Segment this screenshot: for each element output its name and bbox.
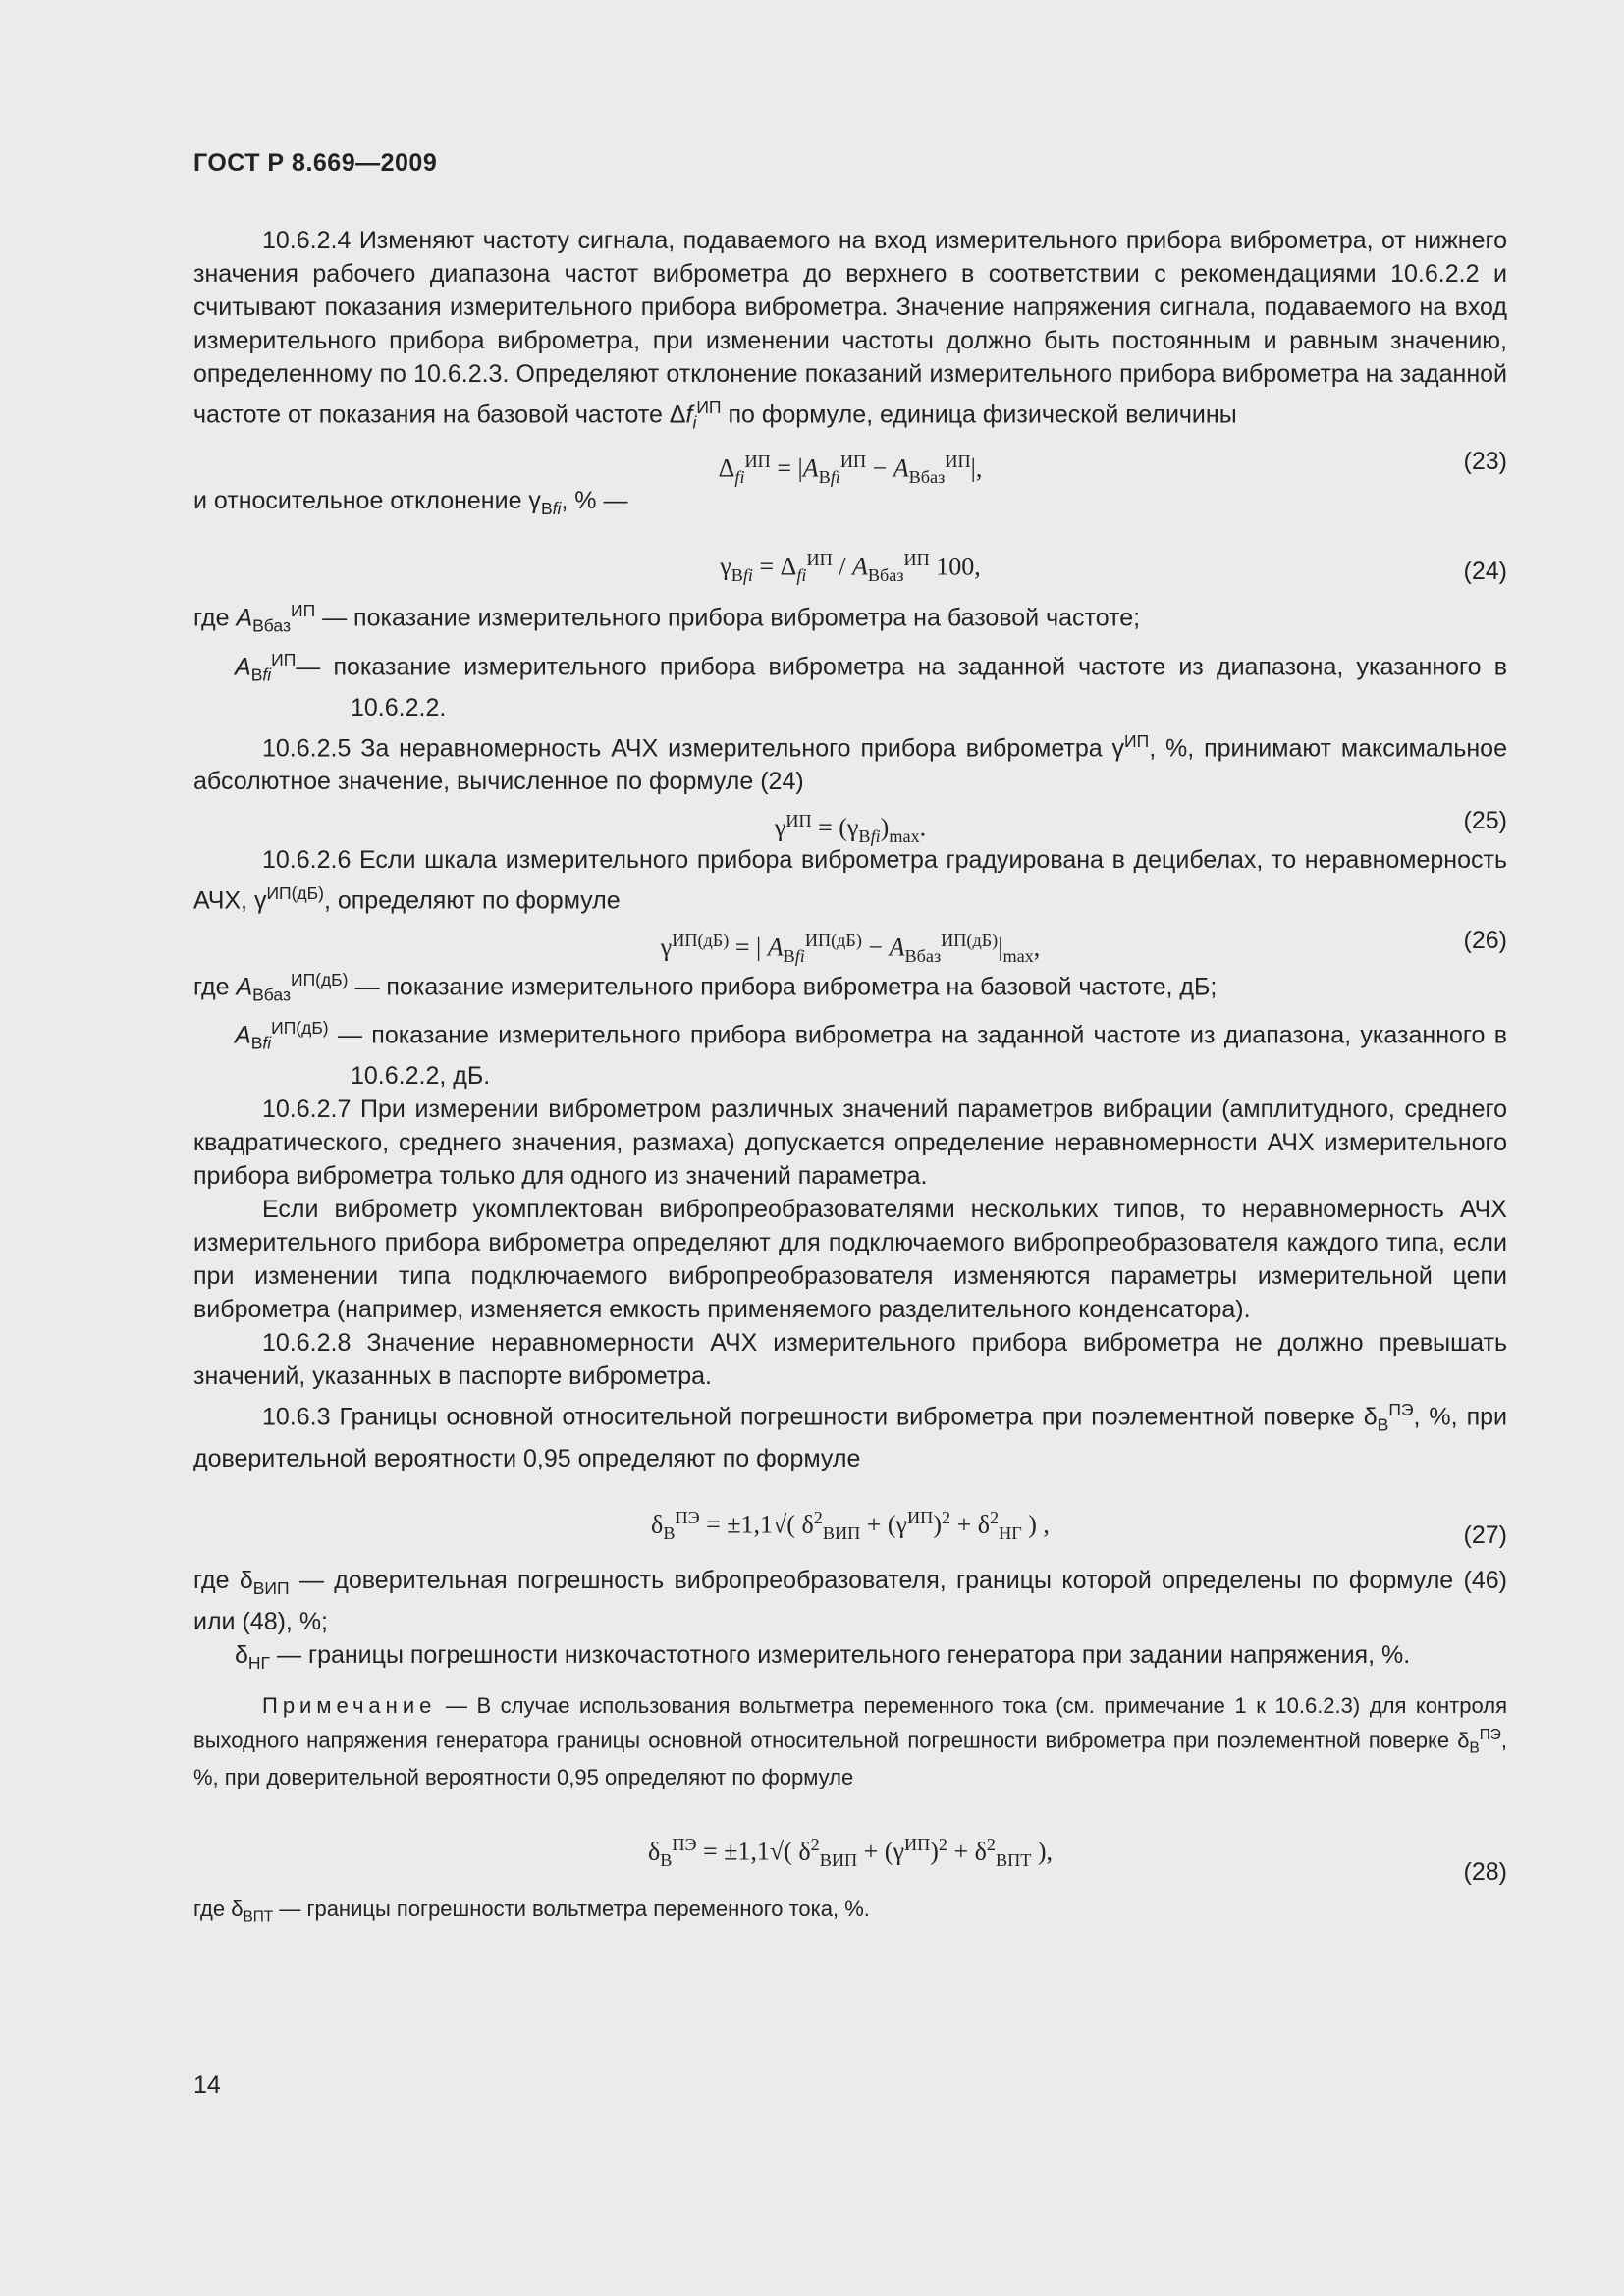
paragraph-relative-deviation: и относительное отклонение $\gamma_{Вfi}$, % — [193,487,628,519]
formula-number-25: (25) [1463,807,1507,835]
formula-number-27: (27) [1463,1521,1507,1549]
formula-28: $\delta_В^{ПЭ} = \pm 1,1√$( $\delta^2_{ВИП} + (\gamma^{ИП})^2 + \delta^2_{ВПТ}$ ), (28) [193,1810,1507,1879]
formula-number-24: (24) [1463,558,1507,586]
note: Примечание — В случае использования вольтметра переменного тока (см. примечание 1 к 10.6.2.3) для контроля выходного напряжения генератора границы основной относительной погрешности виброметра при поэлементной поверке $\delta_В^{ПЭ}$, %, при доверительной вероятности 0,95 определяют по формуле [193,1692,1507,1790]
document-header: ГОСТ Р 8.669—2009 [193,149,438,177]
paragraph-10-6-3: 10.6.3 Границы основной относительной погрешности виброметра при поэлементной поверке $\delta_В^{ПЭ}$, %, при доверительной вероятности 0,95 определяют по формуле [193,1400,1507,1472]
formula-number-23: (23) [1463,448,1507,476]
where-abfi-db: $A_{Вfi}^{ИП(дБ)}$ — показание измерительного прибора виброметра на заданной частоте из диапазона, указанного в 10.6.2.2, дБ. [235,1017,1507,1091]
formula-number-28: (28) [1463,1858,1507,1887]
where-delta-vpt: где $\delta_{ВПТ}$ — границы погрешности вольтметра переменного тока, %. [193,1896,870,1926]
where-abfi: $A_{Вfi}^{ИП}—$ показание измерительного прибора виброметра на заданной частоте из диапазона, указанного в 10.6.2.2. [235,649,1507,721]
where-delta-vip: где $\delta_{ВИП}$ — доверительная погрешность вибропреобразователя, границы которой определены по формуле (46) или (48), %; [193,1566,1507,1635]
paragraph-10-6-2-5: 10.6.2.5 За неравномерность АЧХ измерительного прибора виброметра $\gamma^{ИП}$, %, принимают максимальное абсолютное значение, вычисленное по формуле (24) [193,730,1507,796]
where-abaz: где $A_{Вбаз}^{ИП}$ — показание измерительного прибора виброметра на базовой частоте; [193,601,1141,636]
where-delta-ng: $\delta_{НГ}$ — границы погрешности низкочастотного измерительного генератора при задании напряжения, %. [235,1640,1411,1673]
formula-27: $\delta_В^{ПЭ} = \pm 1,1√$( $\delta^2_{ВИП} + (\gamma^{ИП})^2 + \delta^2_{НГ}$ ) , (27) [193,1483,1507,1552]
formula-26: $\gamma^{ИП(дБ)}$ = | $A_{Вfi}^{ИП(дБ)} - A_{Вбаз}^{ИП(дБ)}|_{max}$, (26) [193,918,1507,963]
formula-25: $\gamma^{ИП} = (\gamma_{Вfi})_{max}$. (25) [193,798,1507,843]
paragraph-10-6-2-8: 10.6.2.8 Значение неравномерности АЧХ измерительного прибора виброметра не должно превышать значений, указанных в паспорте виброметра. [193,1329,1507,1391]
paragraph-10-6-2-4: 10.6.2.4 Изменяют частоту сигнала, подаваемого на вход измерительного прибора виброметра, от нижнего значения рабочего диапазона частот виброметра до верхнего в соответствии с рекомендациями 10.6.2.2 и считывают показания измерительного прибора виброметра. Значение напряжения сигнала, подаваемого на вход измерительного прибора виброметра, при изменении частоты должно быть постоянным и равным значению, определенному по 10.6.2.3. Определяют отклонение показаний измерительного прибора виброметра на заданной частоте от показания на базовой частоте $\Delta f_i^{ИП}$ по формуле, единица физической величины [193,227,1507,433]
paragraph-10-6-2-6: 10.6.2.6 Если шкала измерительного прибора виброметра градуирована в децибелах, то неравномерность АЧХ, $\gamma^{ИП(дБ)}$, определяют по формуле [193,846,1507,915]
document-body [193,224,1507,1933]
page-number: 14 [193,2071,221,2099]
formula-number-26: (26) [1463,926,1507,954]
formula-23: $\Delta_{fi}^{ИП} = |A_{Вfi}^{ИП} - A_{Вбаз}^{ИП}|$, (23) [193,439,1507,484]
paragraph-10-6-2-7: 10.6.2.7 При измерении виброметром различных значений параметров вибрации (амплитудного, среднего квадратического, среднего значения, размаха) допускается определение неравномерности АЧХ измерительного прибора виброметра только для одного из значений параметра. [193,1095,1507,1191]
paragraph-multi-sensor: Если виброметр укомплектован вибропреобразователями нескольких типов, то неравномерность АЧХ измерительного прибора виброметра определяют для подключаемого вибропреобразователя каждого типа, если при изменении типа подключаемого вибропреобразователя изменяются параметры измерительной цепи виброметра (например, изменяется емкость применяемого разделительного конденсатора). [193,1196,1507,1324]
where-abaz-db: где $A_{Вбаз}^{ИП(дБ)}$ — показание измерительного прибора виброметра на базовой частоте, дБ; [193,969,1218,1004]
formula-24: $\gamma_{Вfi} = \Delta_{fi}^{ИП} / A_{Вбаз}^{ИП}$ 100, (24) [193,525,1507,594]
